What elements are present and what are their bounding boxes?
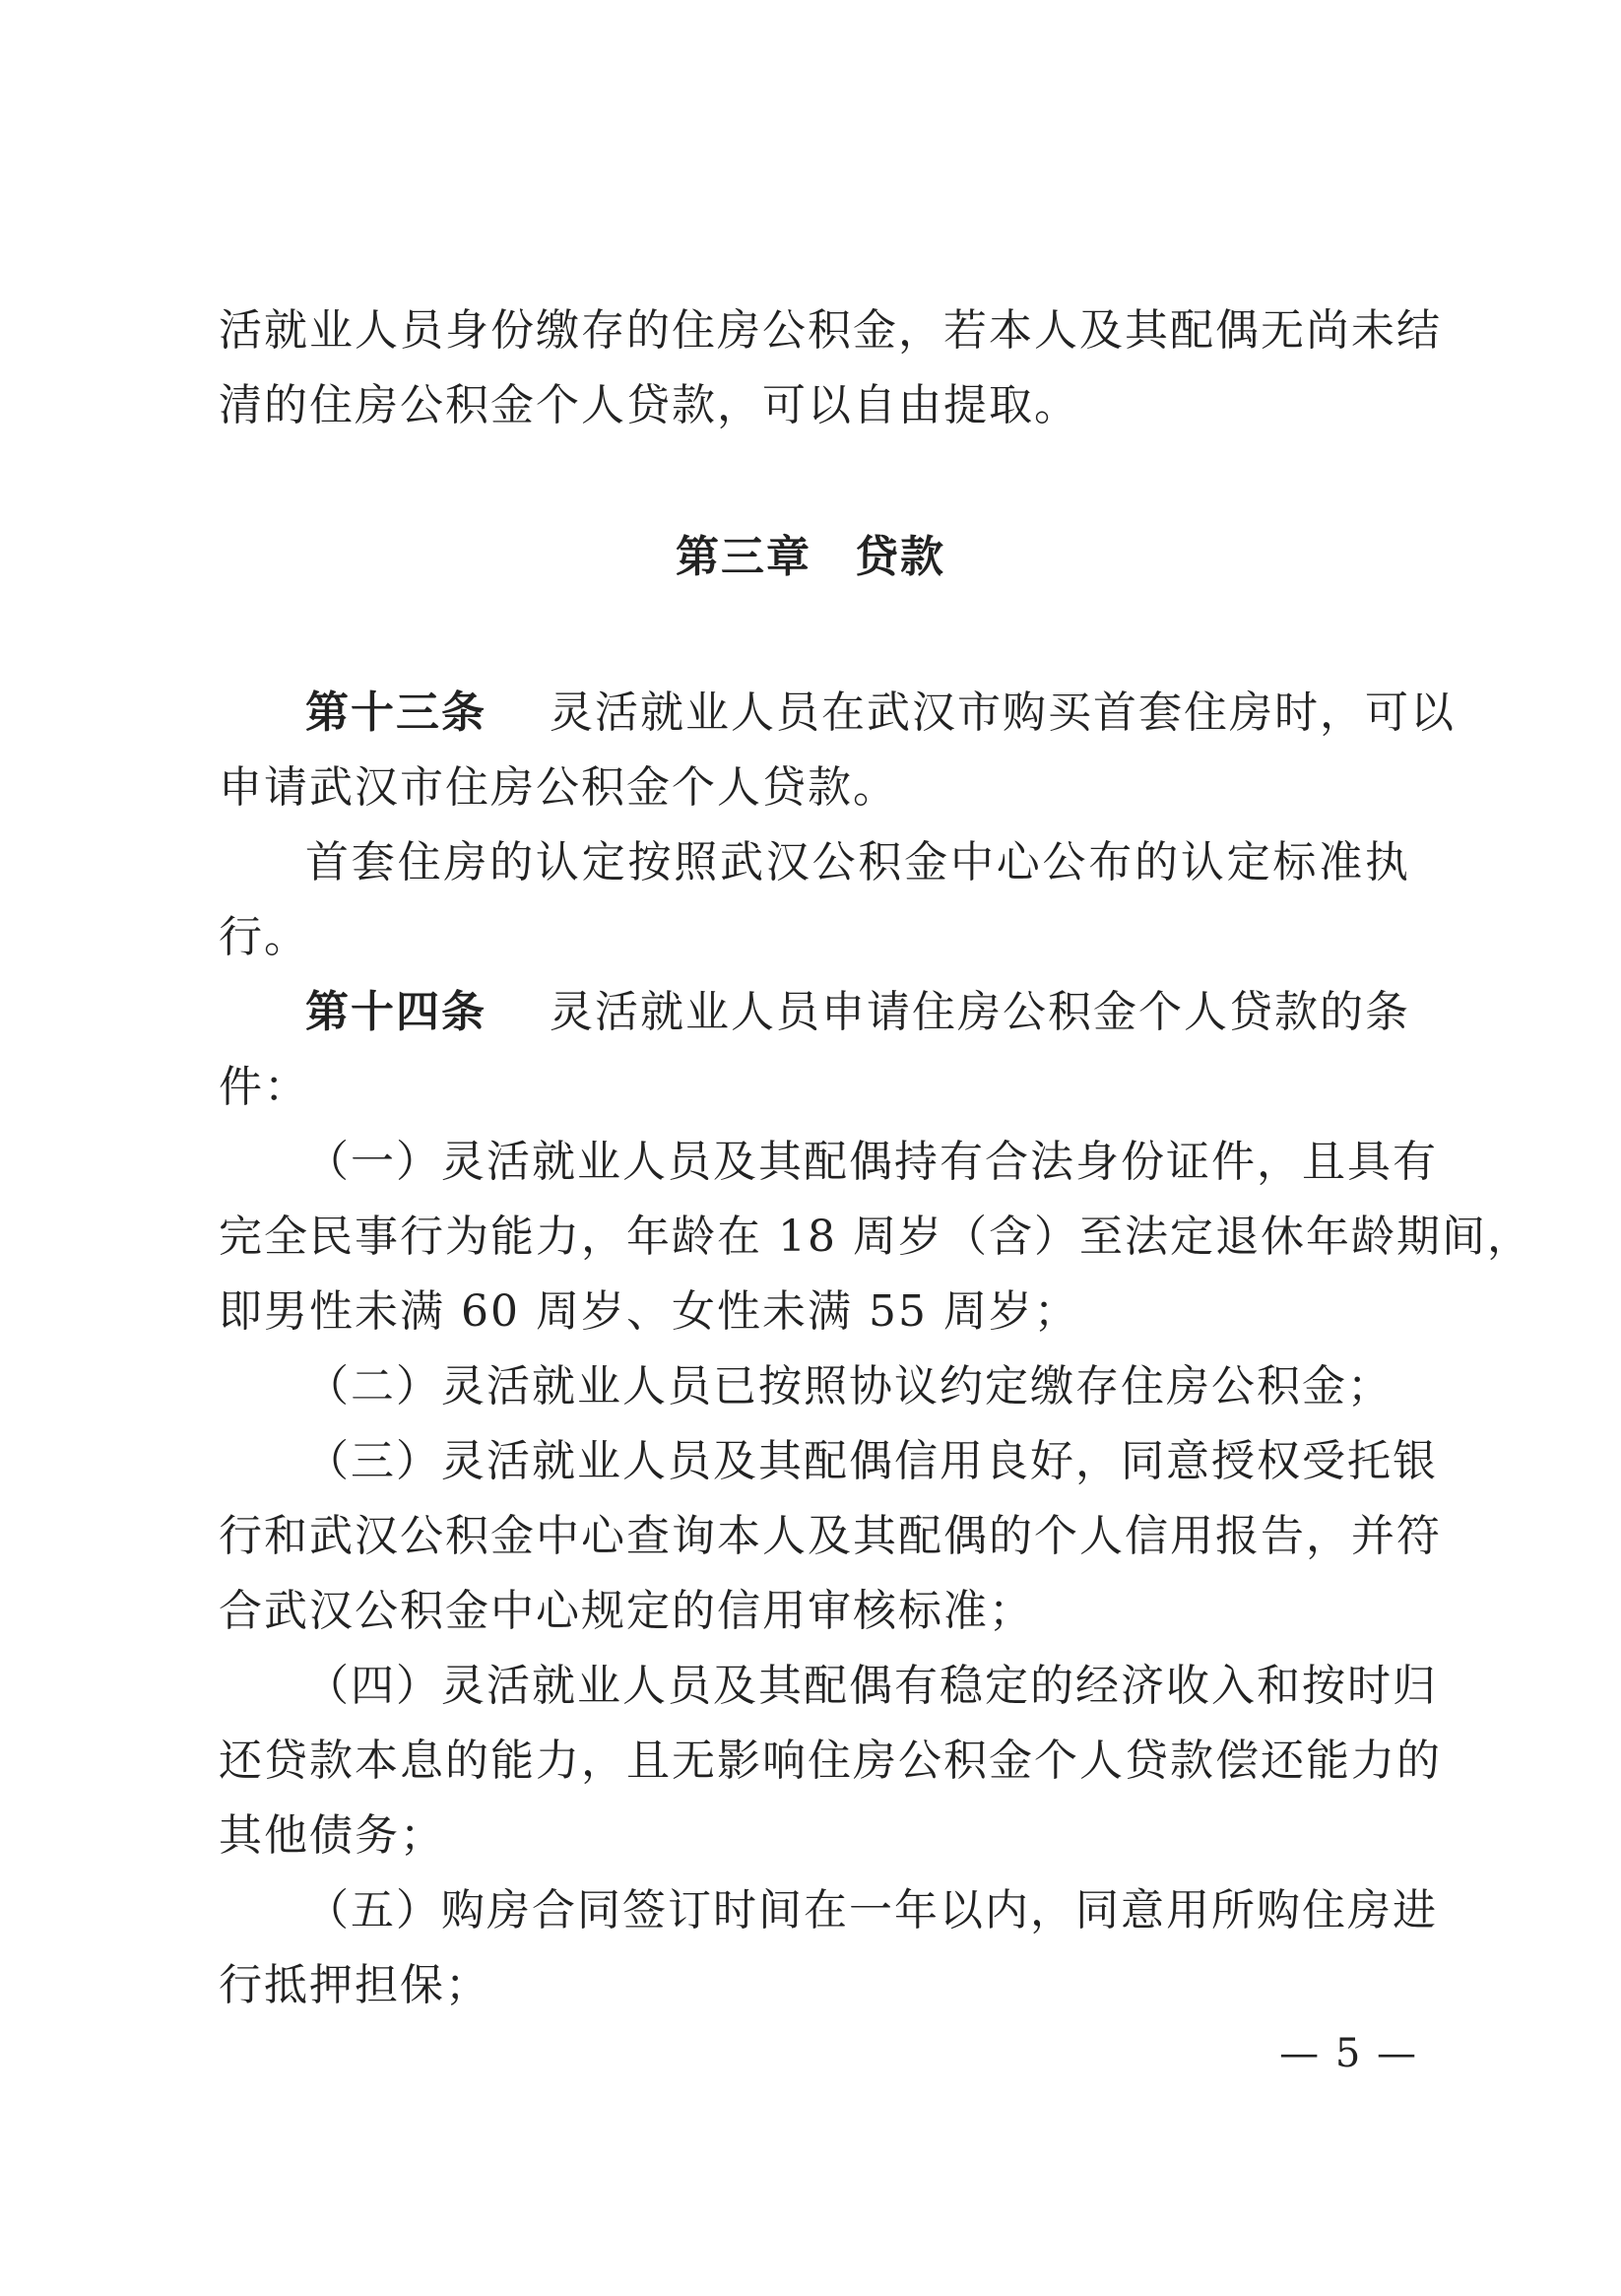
item-3-line-3: 合武汉公积金中心规定的信用审核标准； — [219, 1586, 1034, 1636]
article-13-label: 第十三条 — [305, 688, 486, 738]
chapter-heading — [0, 520, 1621, 595]
article-13-text: 灵活就业人员在武汉市购买首套住房时，可以 — [549, 688, 1456, 738]
article-14-label: 第十四条 — [305, 987, 487, 1037]
item-1-line-1: （一）灵活就业人员及其配偶持有合法身份证件，且具有 — [305, 1137, 1438, 1187]
article-13-para2-line-1: 首套住房的认定按照武汉公积金中心公布的认定标准执 — [305, 837, 1410, 887]
item-5-line-1: （五）购房合同签订时间在一年以内，同意用所购住房进 — [305, 1885, 1438, 1935]
article-14-line-1 — [305, 975, 1410, 1050]
item-4-line-3: 其他债务； — [219, 1810, 445, 1861]
page-number: — 5 — — [1279, 2031, 1418, 2076]
item-4-line-2: 还贷款本息的能力，且无影响住房公积金个人贷款偿还能力的 — [219, 1736, 1442, 1786]
article-14-line-2: 件： — [219, 1062, 309, 1112]
intro-line-1: 活就业人员身份缴存的住房公积金，若本人及其配偶无尚未结 — [219, 305, 1442, 356]
intro-line-2: 清的住房公积金个人贷款，可以自由提取。 — [219, 380, 1079, 430]
item-5-line-2: 行抵押担保； — [219, 1960, 490, 2010]
chapter-number: 第三章 — [676, 532, 811, 582]
article-13-line-1 — [305, 676, 1456, 751]
article-13-line-2: 申请武汉市住房公积金个人贷款。 — [219, 762, 898, 813]
item-3-line-2: 行和武汉公积金中心查询本人及其配偶的个人信用报告，并符 — [219, 1511, 1442, 1561]
item-2-line-1: （二）灵活就业人员已按照协议约定缴存住房公积金； — [305, 1361, 1393, 1411]
chapter-title: 贷款 — [855, 532, 945, 582]
article-13-para2-line-2: 行。 — [219, 912, 309, 962]
item-1-line-2: 完全民事行为能力，年龄在 18 周岁（含）至法定退休年龄期间， — [219, 1212, 1532, 1262]
item-1-line-3: 即男性未满 60 周岁、女性未满 55 周岁； — [219, 1286, 1079, 1337]
item-3-line-1: （三）灵活就业人员及其配偶信用良好，同意授权受托银 — [305, 1436, 1438, 1486]
item-4-line-1: （四）灵活就业人员及其配偶有稳定的经济收入和按时归 — [305, 1661, 1438, 1711]
article-14-text: 灵活就业人员申请住房公积金个人贷款的条 — [549, 987, 1410, 1037]
